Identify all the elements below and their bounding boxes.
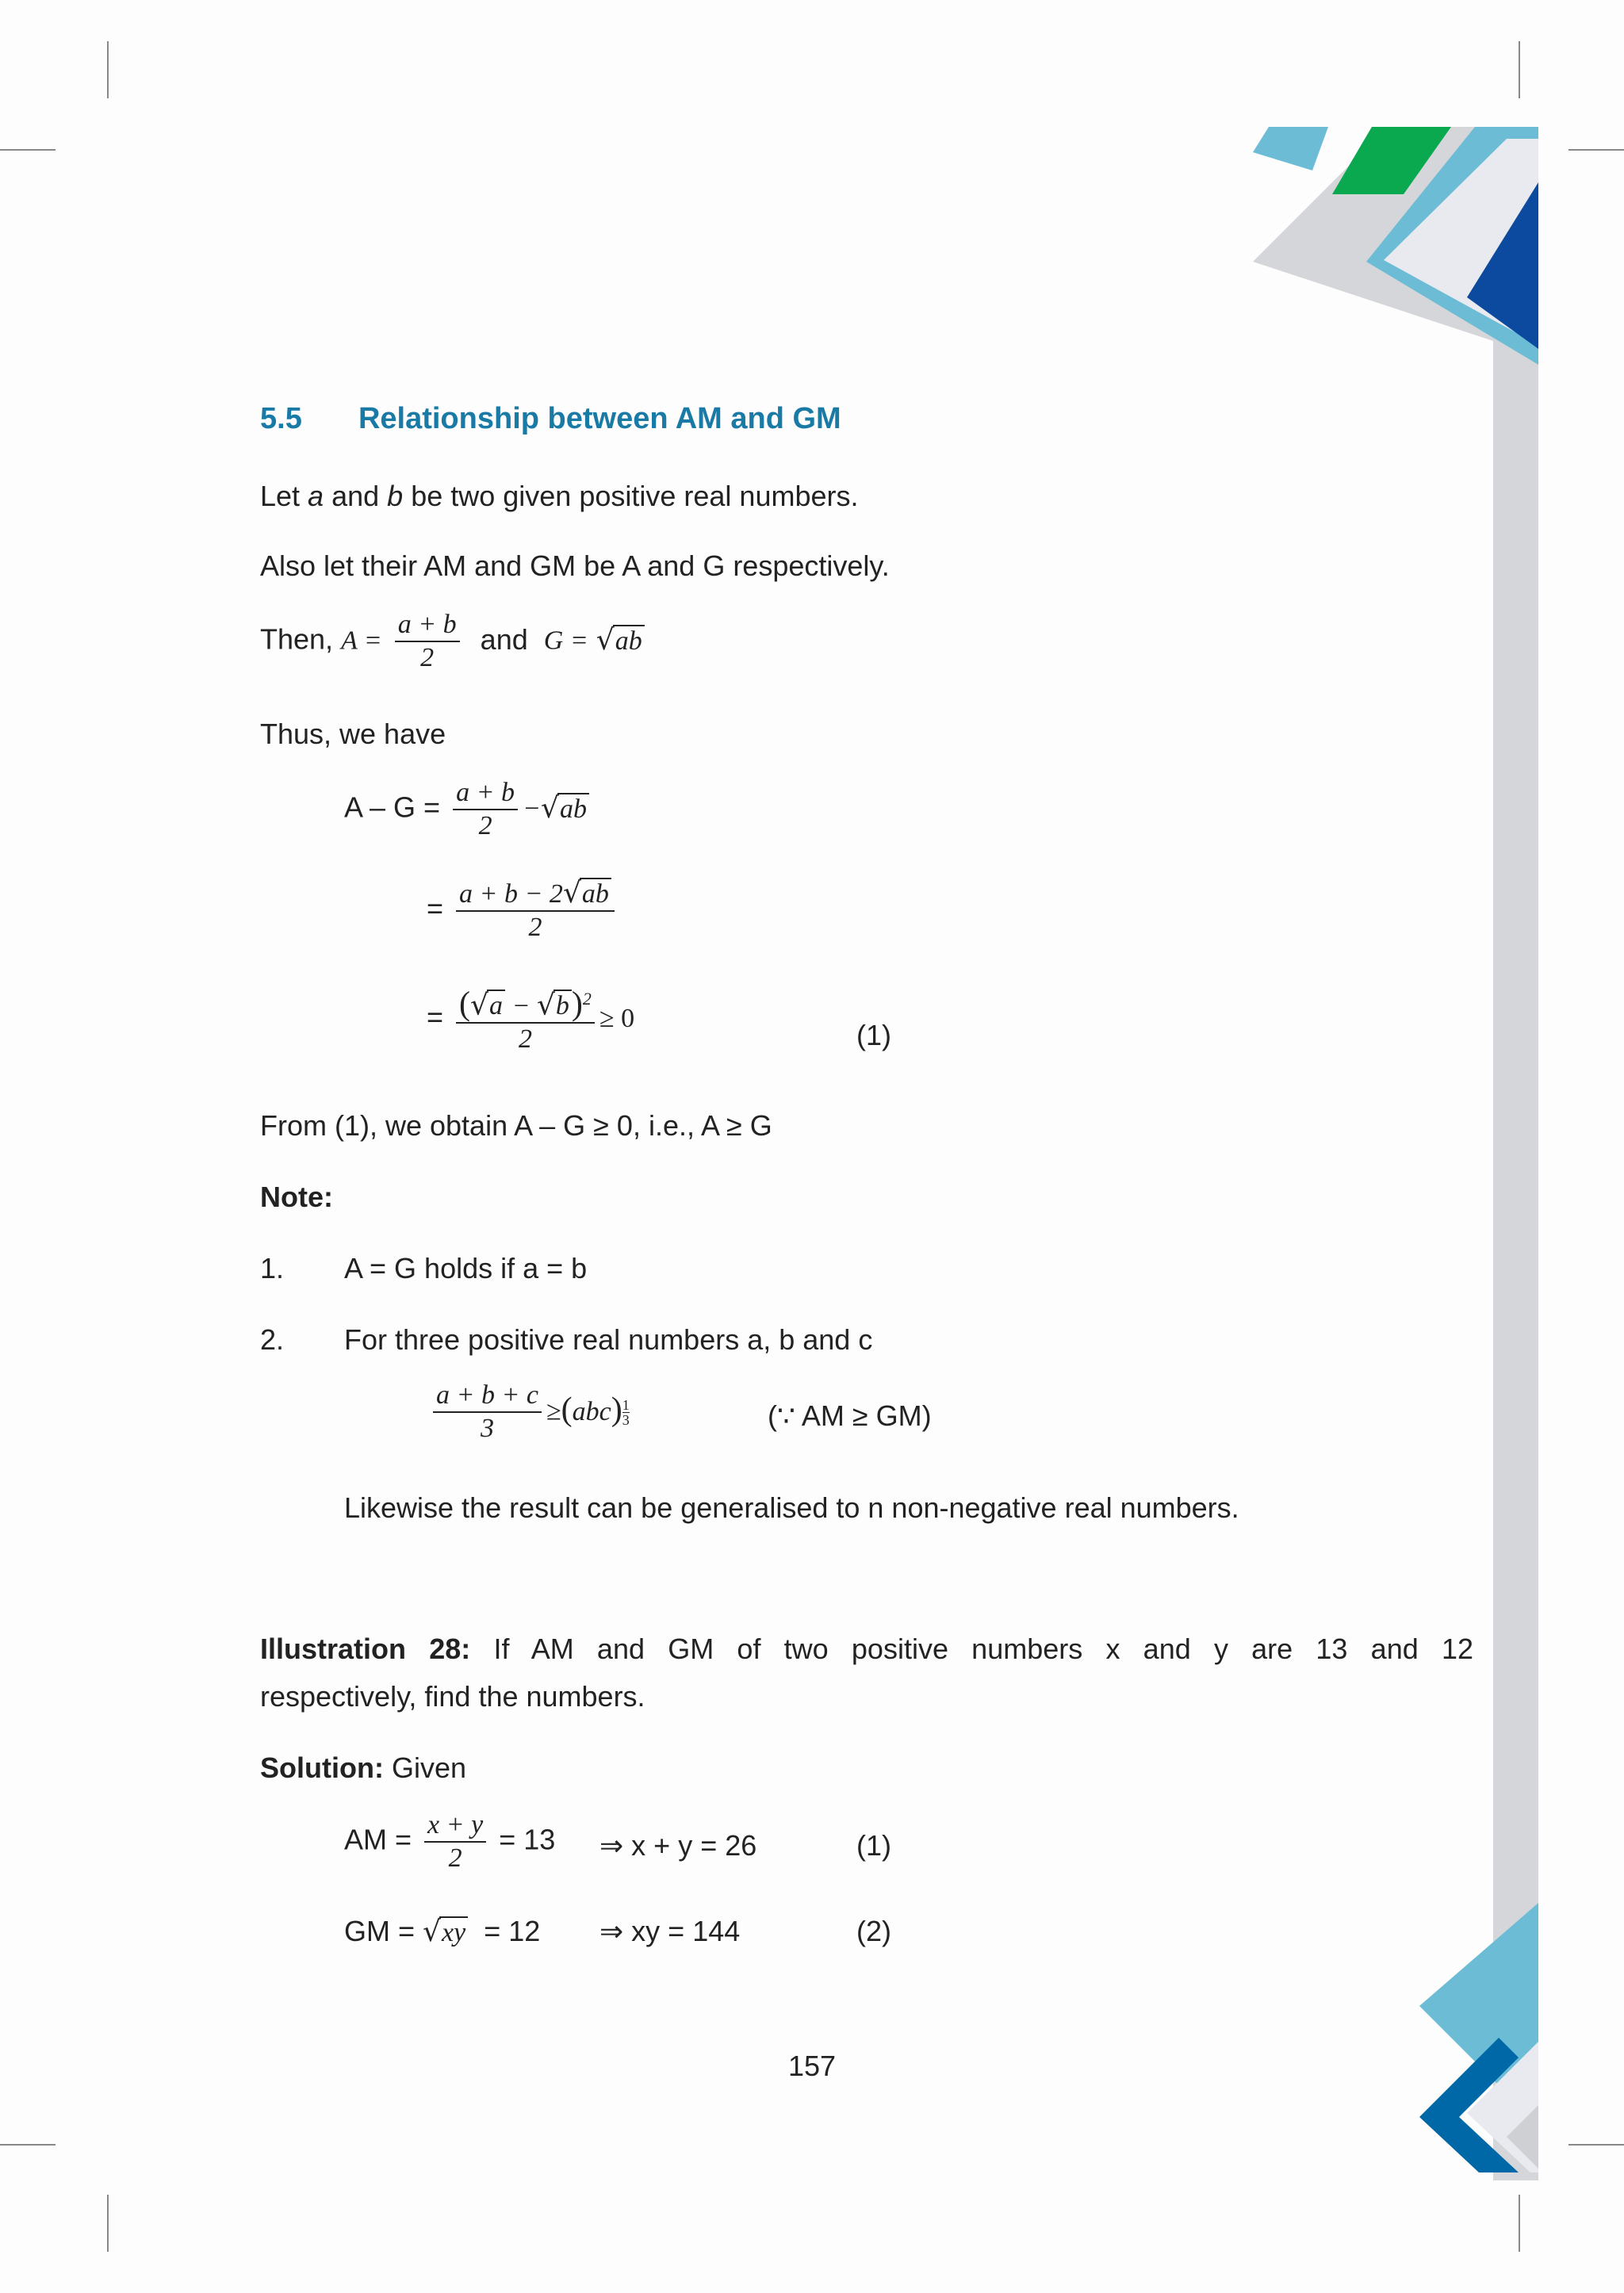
am-lhs: AM = bbox=[344, 1823, 412, 1856]
gm-rhs: = 12 bbox=[484, 1915, 541, 1947]
text-run: and bbox=[324, 480, 388, 512]
fraction-denominator: 2 bbox=[518, 1024, 532, 1055]
and-word: and bbox=[480, 622, 528, 656]
fraction-numerator: $(√a - √b)^2$ bbox=[456, 983, 595, 1024]
gm-implication: ⇒ xy = 144 bbox=[599, 1915, 741, 1947]
ineq-reason: (∵ AM ≥ GM) bbox=[768, 1399, 932, 1432]
am-implication: ⇒ x + y = 26 bbox=[599, 1829, 757, 1862]
g-definition-lhs: G = bbox=[543, 626, 588, 656]
gm-root bbox=[423, 1918, 468, 1947]
equation-label-1: (1) bbox=[856, 1019, 891, 1051]
note-title: Note: bbox=[260, 1181, 333, 1213]
gm-equation bbox=[344, 1914, 540, 1950]
sqrt-icon: √ bbox=[541, 791, 559, 825]
numerator-text: a + b − 2 bbox=[459, 879, 563, 909]
fraction-numerator: x + y bbox=[424, 1809, 486, 1843]
crop-mark bbox=[0, 149, 56, 151]
var-a: a bbox=[308, 480, 324, 512]
illustration-line-2: respectively, find the numbers. bbox=[260, 1680, 645, 1713]
ineq-power: (abc) $\frac{1}{3}$ bbox=[561, 1391, 630, 1429]
fraction-numerator: a + b bbox=[453, 777, 518, 810]
text-run: be two given positive real numbers. bbox=[403, 480, 859, 512]
var-b: b bbox=[387, 480, 404, 512]
minus-sign: − bbox=[505, 991, 537, 1021]
fraction-denominator: 3 bbox=[480, 1414, 494, 1443]
solution-label: Solution: bbox=[260, 1751, 384, 1784]
fraction-numerator: a + b + c bbox=[433, 1380, 542, 1413]
derivation-step-2 bbox=[427, 878, 619, 944]
power-base: abc bbox=[572, 1396, 611, 1426]
exponent-denominator: 3 bbox=[622, 1412, 630, 1429]
am-fraction bbox=[424, 1809, 486, 1874]
derivation-step-1 bbox=[344, 777, 589, 842]
section-number: 5.5 bbox=[260, 402, 302, 435]
fraction-numerator: a + b bbox=[395, 609, 460, 642]
step2-fraction bbox=[456, 878, 615, 944]
note-item-text: For three positive real numbers a, b and c bbox=[344, 1323, 873, 1356]
fraction-denominator: 2 bbox=[478, 811, 492, 840]
exponent-numerator: 1 bbox=[622, 1397, 630, 1414]
illustration-label: Illustration 28: bbox=[260, 1633, 471, 1665]
a-definition-fraction bbox=[395, 609, 460, 674]
crop-mark bbox=[1519, 2195, 1520, 2252]
crop-mark bbox=[107, 2195, 109, 2252]
text-run: Let bbox=[260, 480, 308, 512]
inequality: ≥ 0 bbox=[599, 1004, 635, 1034]
crop-mark bbox=[1519, 41, 1520, 98]
equals-sign: = bbox=[427, 892, 444, 925]
radicand: b bbox=[553, 990, 572, 1020]
radicand: a bbox=[487, 990, 505, 1020]
solution-line bbox=[260, 1751, 466, 1786]
radicand: xy bbox=[439, 1916, 468, 1947]
crop-mark bbox=[107, 41, 109, 98]
sqrt-icon: √ bbox=[562, 877, 581, 909]
definition-line bbox=[260, 609, 645, 674]
step1-root bbox=[541, 791, 589, 825]
intro-line-2: Also let their AM and GM be A and G respectively. bbox=[260, 549, 890, 582]
intro-line-1 bbox=[260, 479, 858, 514]
sqrt-icon: √ bbox=[423, 1916, 441, 1948]
solution-text: Given bbox=[391, 1751, 467, 1784]
sqrt-icon: √ bbox=[536, 989, 555, 1022]
illustration-line-1 bbox=[260, 1632, 1473, 1667]
step3-fraction bbox=[456, 983, 595, 1055]
fraction-numerator bbox=[456, 878, 615, 912]
gm-lhs: GM = bbox=[344, 1915, 416, 1947]
sqrt-icon: √ bbox=[596, 623, 615, 657]
illustration-text: If AM and GM of two positive numbers x and y are 13 and 12 bbox=[493, 1633, 1473, 1665]
section-heading bbox=[260, 401, 841, 436]
then-label: Then, bbox=[260, 622, 334, 656]
crop-mark bbox=[0, 2144, 56, 2146]
a-definition-lhs: A = bbox=[341, 626, 382, 656]
radicand: ab bbox=[557, 793, 589, 824]
exponent: 2 bbox=[582, 989, 592, 1009]
radicand: ab bbox=[613, 625, 645, 656]
radicand: ab bbox=[580, 878, 611, 909]
am-equation bbox=[344, 1809, 555, 1874]
fraction-denominator: 2 bbox=[420, 643, 435, 672]
equation-label-am: (1) bbox=[856, 1829, 891, 1862]
fraction-denominator: 2 bbox=[448, 1843, 462, 1873]
section-title: Relationship between AM and GM bbox=[358, 402, 841, 435]
am-rhs: = 13 bbox=[499, 1823, 556, 1856]
equals-sign: = bbox=[427, 1001, 444, 1034]
note-item-number: 1. bbox=[260, 1252, 285, 1284]
conclusion-line: From (1), we obtain A – G ≥ 0, i.e., A ≥ G bbox=[260, 1109, 772, 1142]
fraction-denominator: 2 bbox=[528, 913, 542, 942]
sqrt-icon: √ bbox=[470, 989, 488, 1022]
crop-mark bbox=[1568, 149, 1624, 151]
equation-label-gm: (2) bbox=[856, 1915, 891, 1947]
note-item-text: A = G holds if a = b bbox=[344, 1252, 588, 1284]
corner-decoration-bottom bbox=[1419, 1903, 1578, 2172]
g-definition-root bbox=[596, 623, 645, 657]
step1-fraction bbox=[453, 777, 518, 842]
corner-decoration-top bbox=[1237, 119, 1546, 2180]
three-number-inequality bbox=[428, 1380, 630, 1445]
geq-sign: ≥ bbox=[546, 1396, 561, 1426]
thus-line: Thus, we have bbox=[260, 718, 446, 750]
page-number: 157 bbox=[788, 2050, 837, 2082]
minus-sign: − bbox=[523, 794, 541, 824]
ineq-fraction bbox=[433, 1380, 542, 1445]
note-item-number: 2. bbox=[260, 1323, 285, 1356]
derivation-lhs: A – G = bbox=[344, 790, 441, 824]
generalise-line: Likewise the result can be generalised to n non-negative real numbers. bbox=[344, 1491, 1239, 1524]
derivation-step-3 bbox=[427, 983, 634, 1055]
